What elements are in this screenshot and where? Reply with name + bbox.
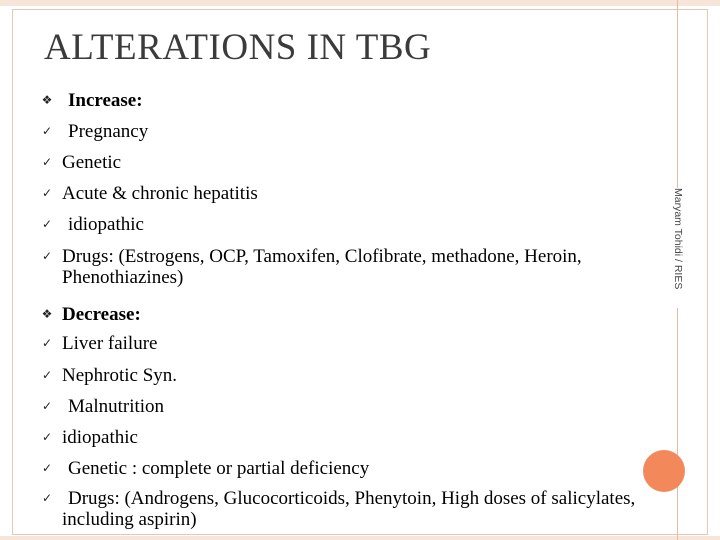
list-item: idiopathic (62, 427, 138, 448)
check-bullet-icon: ✓ (41, 399, 53, 413)
check-bullet-icon: ✓ (41, 249, 53, 263)
slide-title: ALTERATIONS IN TBG (44, 27, 432, 68)
check-bullet-icon: ✓ (41, 461, 53, 475)
list-item: Nephrotic Syn. (62, 365, 178, 386)
list-item: Acute & chronic hepatitis (62, 183, 258, 204)
author-label: Maryam Tohidi / RIES (672, 188, 684, 308)
check-bullet-icon: ✓ (41, 155, 53, 169)
check-bullet-icon: ✓ (41, 491, 53, 505)
check-bullet-icon: ✓ (41, 186, 53, 200)
list-item: Genetic : complete or partial deficiency (68, 458, 370, 479)
list-item: Drugs: (Androgens, Glucocorticoids, Phenytoin, High doses of salicylates, including aspirin) (62, 488, 636, 530)
check-bullet-icon: ✓ (41, 368, 53, 382)
check-bullet-icon: ✓ (41, 336, 53, 350)
diamond-bullet-icon: ❖ (41, 307, 53, 321)
list-item-decrease: Decrease: (62, 304, 141, 325)
list-item: Malnutrition (68, 396, 165, 417)
list-item: idiopathic (68, 214, 144, 235)
orange-circle-decoration (643, 450, 685, 492)
list-item: Genetic (62, 152, 122, 173)
list-item: Liver failure (62, 333, 158, 354)
check-bullet-icon: ✓ (41, 124, 53, 138)
check-bullet-icon: ✓ (41, 217, 53, 231)
check-bullet-icon: ✓ (41, 430, 53, 444)
list-item: Pregnancy (68, 121, 149, 142)
list-item-increase: Increase: (68, 90, 143, 111)
list-item: Drugs: (Estrogens, OCP, Tamoxifen, Clofibrate, methadone, Heroin, Phenothiazines) (62, 246, 582, 288)
diamond-bullet-icon: ❖ (41, 93, 53, 107)
